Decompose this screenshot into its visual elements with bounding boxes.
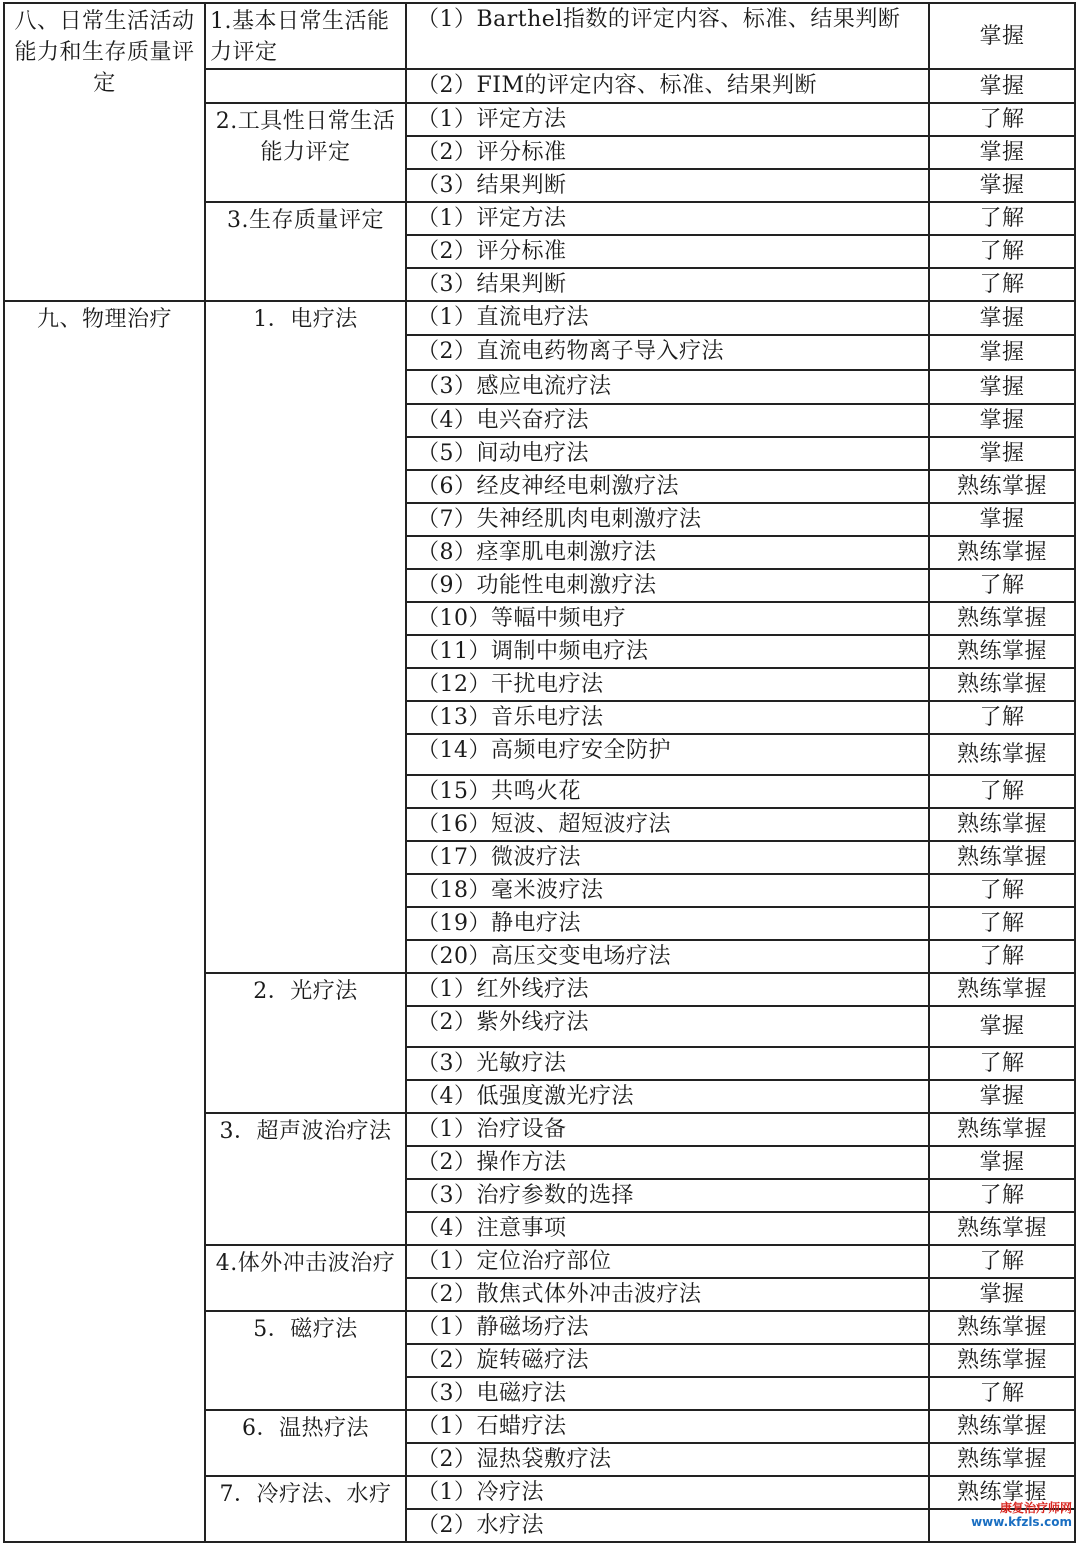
item-text: （2）水疗法 [406,1509,929,1542]
requirement-level: 掌握 [929,370,1075,404]
requirement-level: 掌握 [929,169,1075,202]
requirement-level: 掌握 [929,1146,1075,1179]
requirement-level: 了解 [929,1179,1075,1212]
item-text: （1）石蜡疗法 [406,1410,929,1443]
requirement-level: 熟练掌握 [929,1311,1075,1344]
item-text: （3）电磁疗法 [406,1377,929,1410]
item-text: （9）功能性电刺激疗法 [406,569,929,602]
requirement-level: 了解 [929,1245,1075,1278]
item-text: （1）评定方法 [406,202,929,235]
watermark-url: www.kfzls.com [971,1515,1072,1529]
item-text: （7）失神经肌肉电刺激疗法 [406,503,929,536]
requirement-level: 熟练掌握 [929,1443,1075,1476]
item-text: （1）定位治疗部位 [406,1245,929,1278]
item-text: （2）湿热袋敷疗法 [406,1443,929,1476]
item-text: （3）感应电流疗法 [406,370,929,404]
requirement-level: 了解 [929,1047,1075,1080]
item-text: （17）微波疗法 [406,841,929,874]
item-text: （16）短波、超短波疗法 [406,808,929,841]
requirement-level: 掌握 [929,69,1075,103]
item-text: （11）调制中频电疗法 [406,635,929,668]
item-text: （4）低强度激光疗法 [406,1080,929,1113]
requirement-level: 熟练掌握 [929,973,1075,1006]
table-row [4,301,1075,335]
requirement-level: 熟练掌握 [929,734,1075,775]
requirement-level: 了解 [929,701,1075,734]
item-text: （1）静磁场疗法 [406,1311,929,1344]
requirement-level: 熟练掌握 [929,1344,1075,1377]
subsection-title: 2.工具性日常生活能力评定 [205,103,406,202]
item-text: （4）注意事项 [406,1212,929,1245]
requirement-level: 熟练掌握 [929,635,1075,668]
requirement-level: 掌握 [929,404,1075,437]
item-text: （5）间动电疗法 [406,437,929,470]
syllabus-table-body [4,3,1075,1542]
requirement-level: 熟练掌握 [929,602,1075,635]
subsection-title: 1．电疗法 [205,301,406,973]
item-text: （2）散焦式体外冲击波疗法 [406,1278,929,1311]
item-text: （6）经皮神经电刺激疗法 [406,470,929,503]
item-text: （1）治疗设备 [406,1113,929,1146]
item-text: （1）评定方法 [406,103,929,136]
item-text: （3）治疗参数的选择 [406,1179,929,1212]
item-text: （10）等幅中频电疗 [406,602,929,635]
subsection-title: 1.基本日常生活能力评定 [205,3,406,69]
requirement-level: 掌握 [929,3,1075,69]
item-text: （2）评分标准 [406,136,929,169]
item-text: （2）评分标准 [406,235,929,268]
item-text: （12）干扰电疗法 [406,668,929,701]
watermark [971,1501,1072,1529]
item-text: （1）红外线疗法 [406,973,929,1006]
item-text: （3）结果判断 [406,268,929,301]
requirement-level: 熟练掌握 [929,1113,1075,1146]
subsection-title: 3.生存质量评定 [205,202,406,301]
requirement-level: 了解 [929,268,1075,301]
requirement-level: 了解 [929,202,1075,235]
subsection-title: 3．超声波治疗法 [205,1113,406,1245]
section-title: 八、日常生活活动能力和生存质量评定 [4,3,205,301]
requirement-level: 了解 [929,907,1075,940]
requirement-level: 熟练掌握 [929,668,1075,701]
item-text: （15）共鸣火花 [406,775,929,808]
syllabus-table [3,2,1076,1543]
requirement-level: 掌握 [929,437,1075,470]
item-text: （8）痉挛肌电刺激疗法 [406,536,929,569]
item-text: （3）结果判断 [406,169,929,202]
subsection-title: 4.体外冲击波治疗 [205,1245,406,1311]
requirement-level: 了解 [929,569,1075,602]
requirement-level: 了解 [929,235,1075,268]
section-title: 九、物理治疗 [4,301,205,1542]
requirement-level: 熟练掌握 [929,1410,1075,1443]
item-text: （2）紫外线疗法 [406,1006,929,1047]
requirement-level: 熟练掌握 [929,841,1075,874]
requirement-level: 掌握 [929,335,1075,370]
requirement-level: 熟练掌握 [929,470,1075,503]
item-text: （2）操作方法 [406,1146,929,1179]
item-text: （1）冷疗法 [406,1476,929,1509]
requirement-level: 了解 [929,1377,1075,1410]
requirement-level: 掌握 [929,503,1075,536]
item-text: （20）高压交变电场疗法 [406,940,929,973]
subsection-title: 5．磁疗法 [205,1311,406,1410]
item-text: （1）Barthel指数的评定内容、标准、结果判断 [406,3,929,69]
requirement-level: 了解 [929,103,1075,136]
requirement-level: 了解 [929,874,1075,907]
requirement-level: 掌握 [929,1278,1075,1311]
item-text: （3）光敏疗法 [406,1047,929,1080]
requirement-level: 掌握 [929,1006,1075,1047]
requirement-level: 熟练掌握 [929,1212,1075,1245]
item-text: （4）电兴奋疗法 [406,404,929,437]
requirement-level: 了解 [929,940,1075,973]
item-text: （2）直流电药物离子导入疗法 [406,335,929,370]
subsection-title-empty [205,69,406,103]
requirement-level: 掌握 [929,136,1075,169]
requirement-level: 掌握 [929,301,1075,335]
watermark-site-name: 康复治疗师网 [999,1501,1072,1515]
item-text: （13）音乐电疗法 [406,701,929,734]
subsection-title: 6．温热疗法 [205,1410,406,1476]
subsection-title: 2．光疗法 [205,973,406,1113]
requirement-level: 了解 [929,775,1075,808]
item-text: （18）毫米波疗法 [406,874,929,907]
requirement-level: 掌握 [929,1080,1075,1113]
item-text: （1）直流电疗法 [406,301,929,335]
item-text: （14）高频电疗安全防护 [406,734,929,775]
requirement-level: 熟练掌握 [929,808,1075,841]
subsection-title: 7．冷疗法、水疗 [205,1476,406,1542]
item-text: （2）旋转磁疗法 [406,1344,929,1377]
table-row [4,3,1075,69]
item-text: （2）FIM的评定内容、标准、结果判断 [406,69,929,103]
item-text: （19）静电疗法 [406,907,929,940]
requirement-level: 熟练掌握 [929,536,1075,569]
requirement-level: 熟练掌握 [929,1476,1075,1509]
